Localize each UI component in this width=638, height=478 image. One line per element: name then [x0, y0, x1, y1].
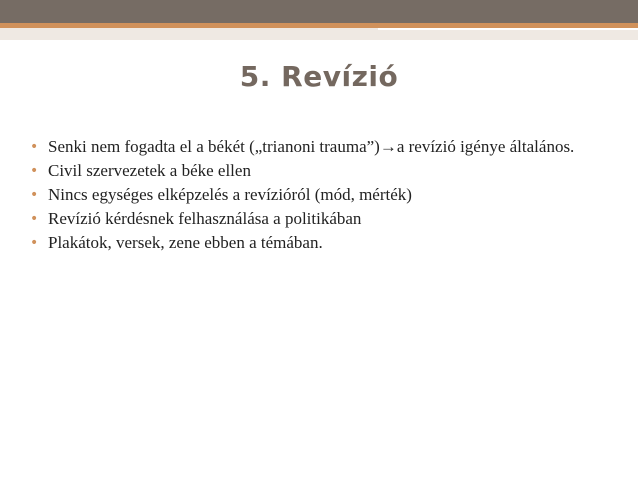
slide-title: 5. Revízió: [239, 60, 399, 93]
bullet-list: [30, 136, 608, 256]
bullet-item: [30, 136, 608, 158]
header-bar-light-right: [378, 28, 638, 40]
bullet-item: [30, 184, 608, 206]
bullet-text: Revízió kérdésnek felhasználása a politikában: [48, 209, 362, 228]
bullet-item: [30, 160, 608, 182]
bullet-dot-icon: •: [30, 235, 39, 251]
bullet-text: Plakátok, versek, zene ebben a témában.: [48, 233, 323, 252]
header-bar-dark: [0, 0, 638, 23]
bullet-item: [30, 232, 608, 254]
bullet-dot-icon: •: [30, 187, 39, 203]
bullet-item: [30, 208, 608, 230]
bullet-dot-icon: •: [30, 211, 39, 227]
header-bar-light-left: [0, 28, 378, 40]
bullet-dot-icon: •: [30, 163, 39, 179]
bullet-text: Nincs egységes elképzelés a revízióról (mód, mérték): [48, 185, 412, 204]
bullet-text: Civil szervezetek a béke ellen: [48, 161, 251, 180]
bullet-text: Senki nem fogadta el a békét („trianoni trauma”)→a revízió igénye általános.: [48, 137, 575, 156]
bullet-dot-icon: •: [30, 139, 39, 155]
